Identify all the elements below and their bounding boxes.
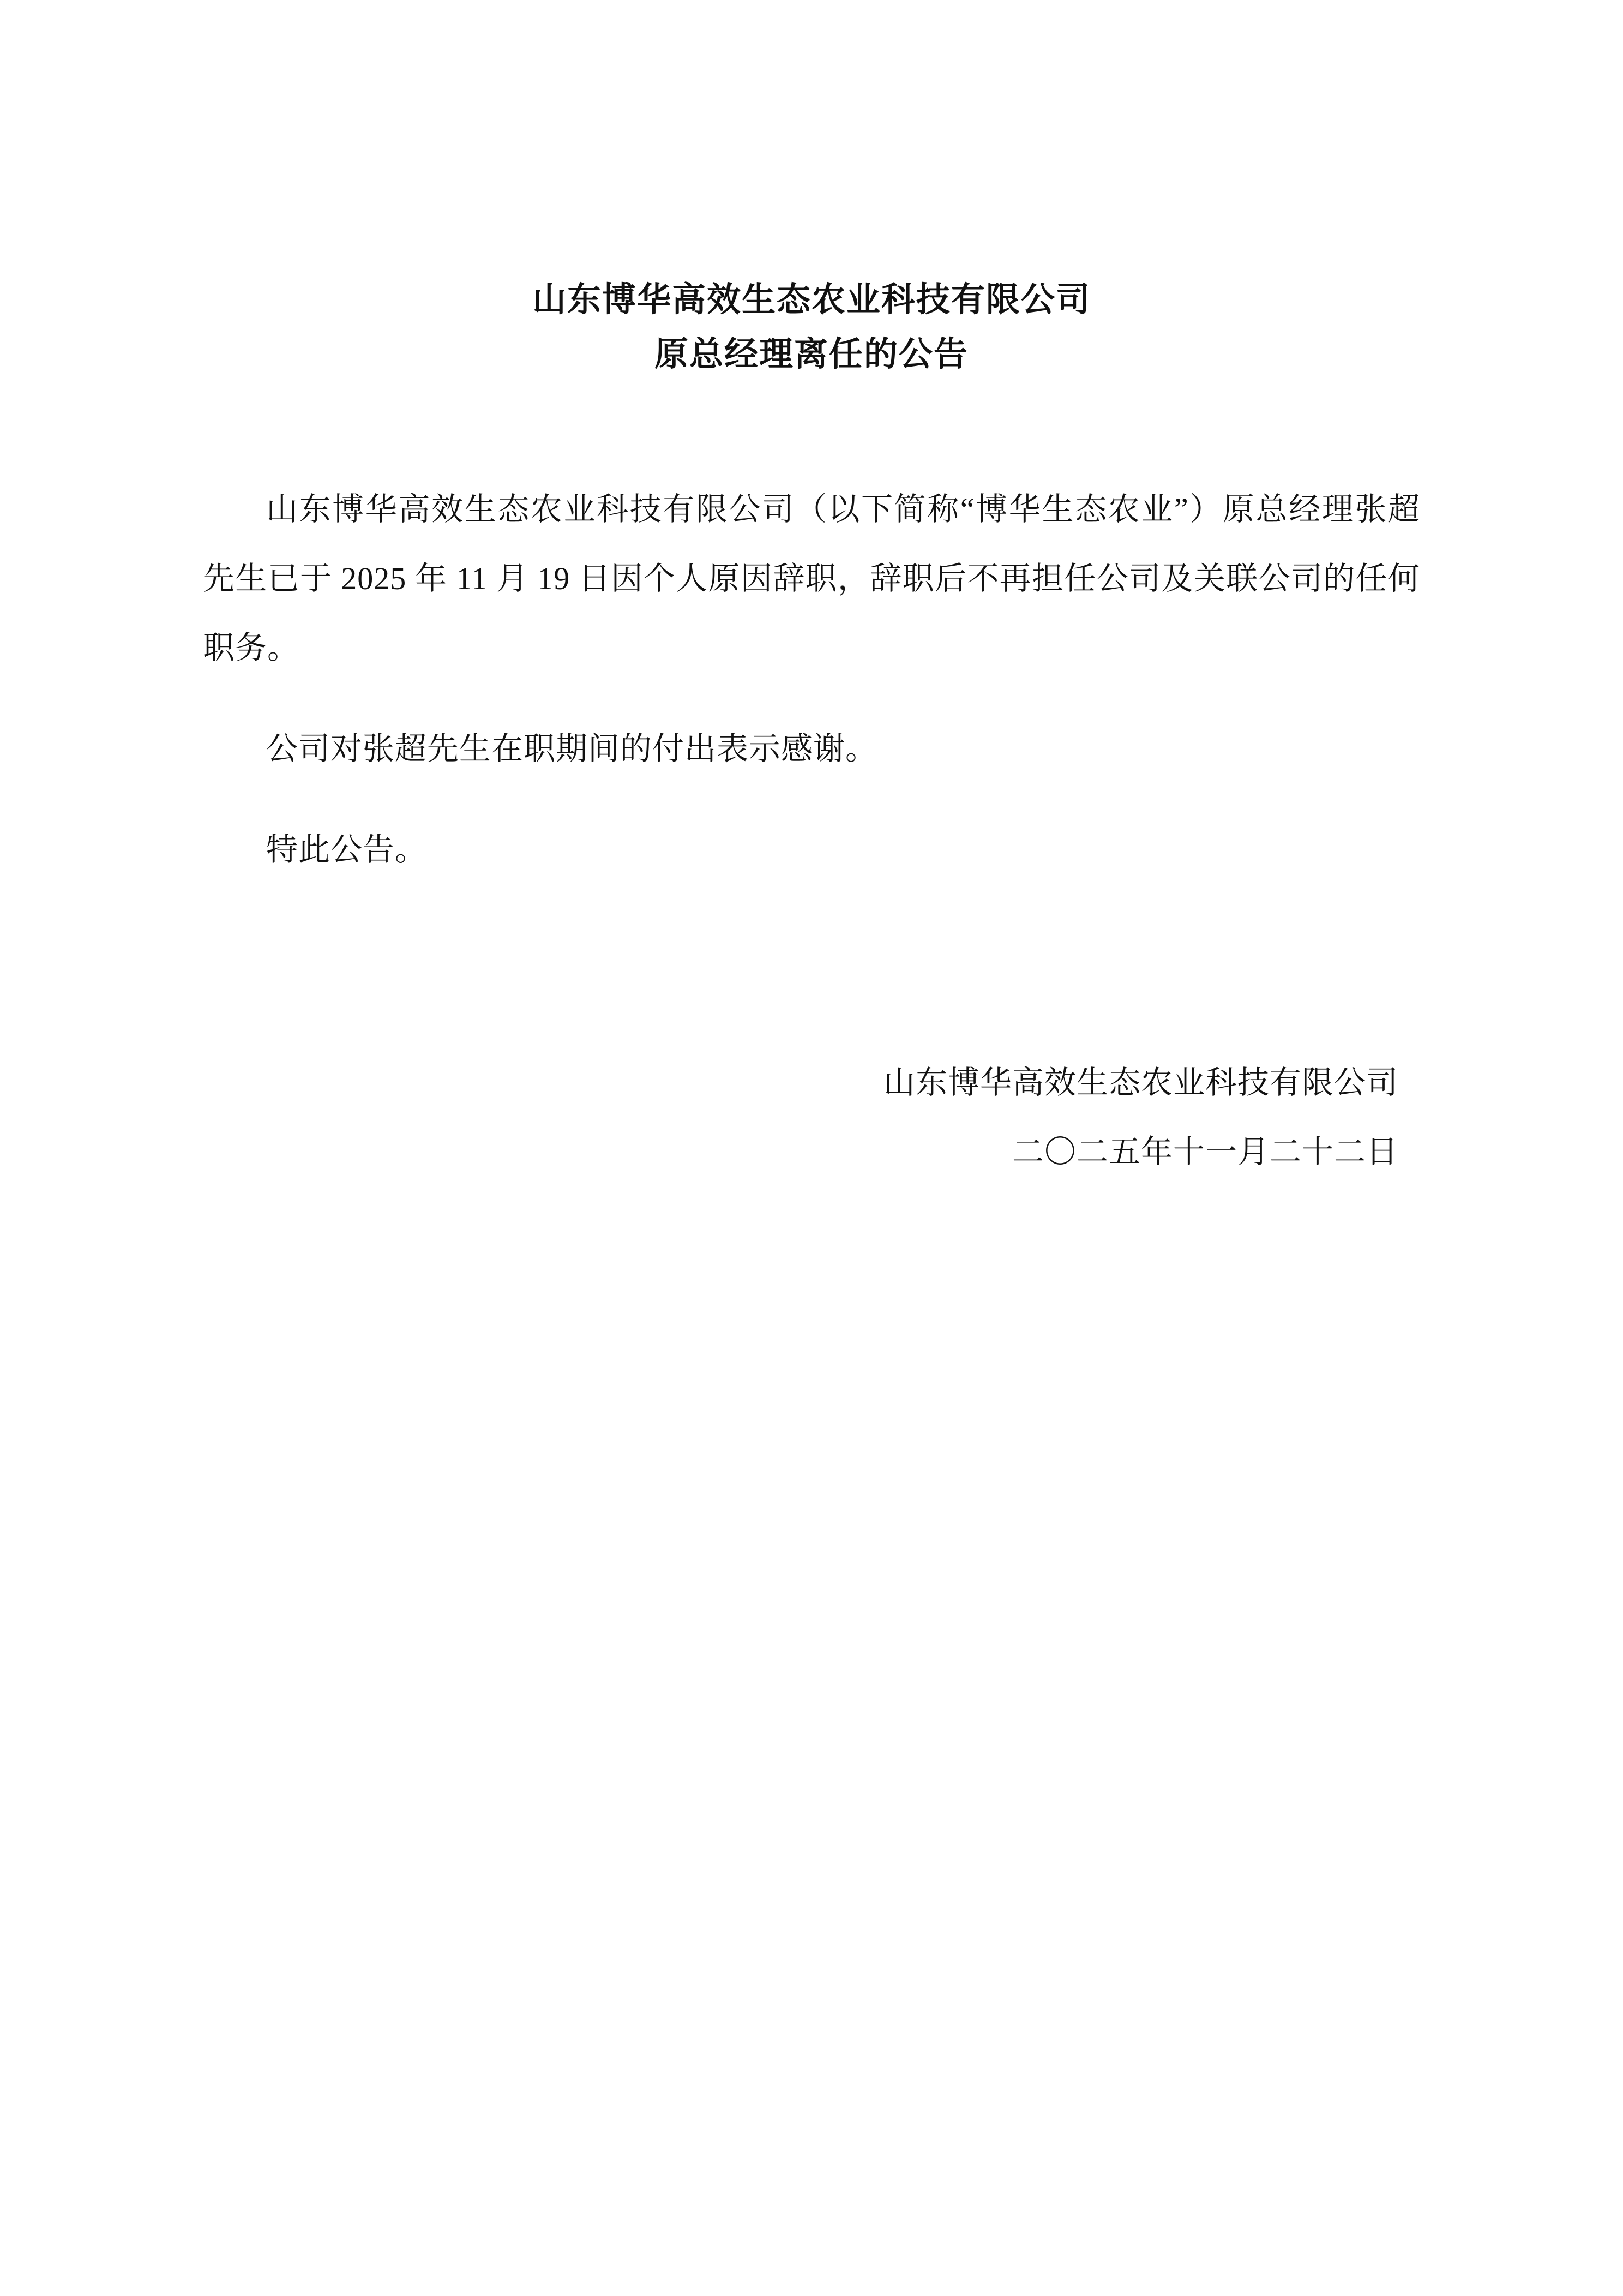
document-body bbox=[203, 475, 1420, 884]
document-content bbox=[203, 0, 1420, 1186]
body-paragraph-3: 特此公告。 bbox=[266, 832, 428, 867]
title-line-2: 原总经理离任的公告 bbox=[654, 336, 969, 373]
signature-block bbox=[203, 1048, 1420, 1186]
body-paragraph-1: 山东博华高效生态农业科技有限公司（以下简称“博华生态农业”）原总经理张超先生已于 2025 年 11 月 19 日因个人原因辞职，辞职后不再担任公司及关联公司的任何职务。 bbox=[203, 491, 1420, 666]
document-title bbox=[203, 273, 1420, 382]
signature-company: 山东博华高效生态农业科技有限公司 bbox=[883, 1065, 1398, 1100]
title-line-1: 山东博华高效生态农业科技有限公司 bbox=[532, 281, 1091, 319]
body-paragraph-2: 公司对张超先生在职期间的付出表示感谢。 bbox=[266, 731, 878, 766]
signature-date: 二〇二五年十一月二十二日 bbox=[1012, 1134, 1398, 1170]
